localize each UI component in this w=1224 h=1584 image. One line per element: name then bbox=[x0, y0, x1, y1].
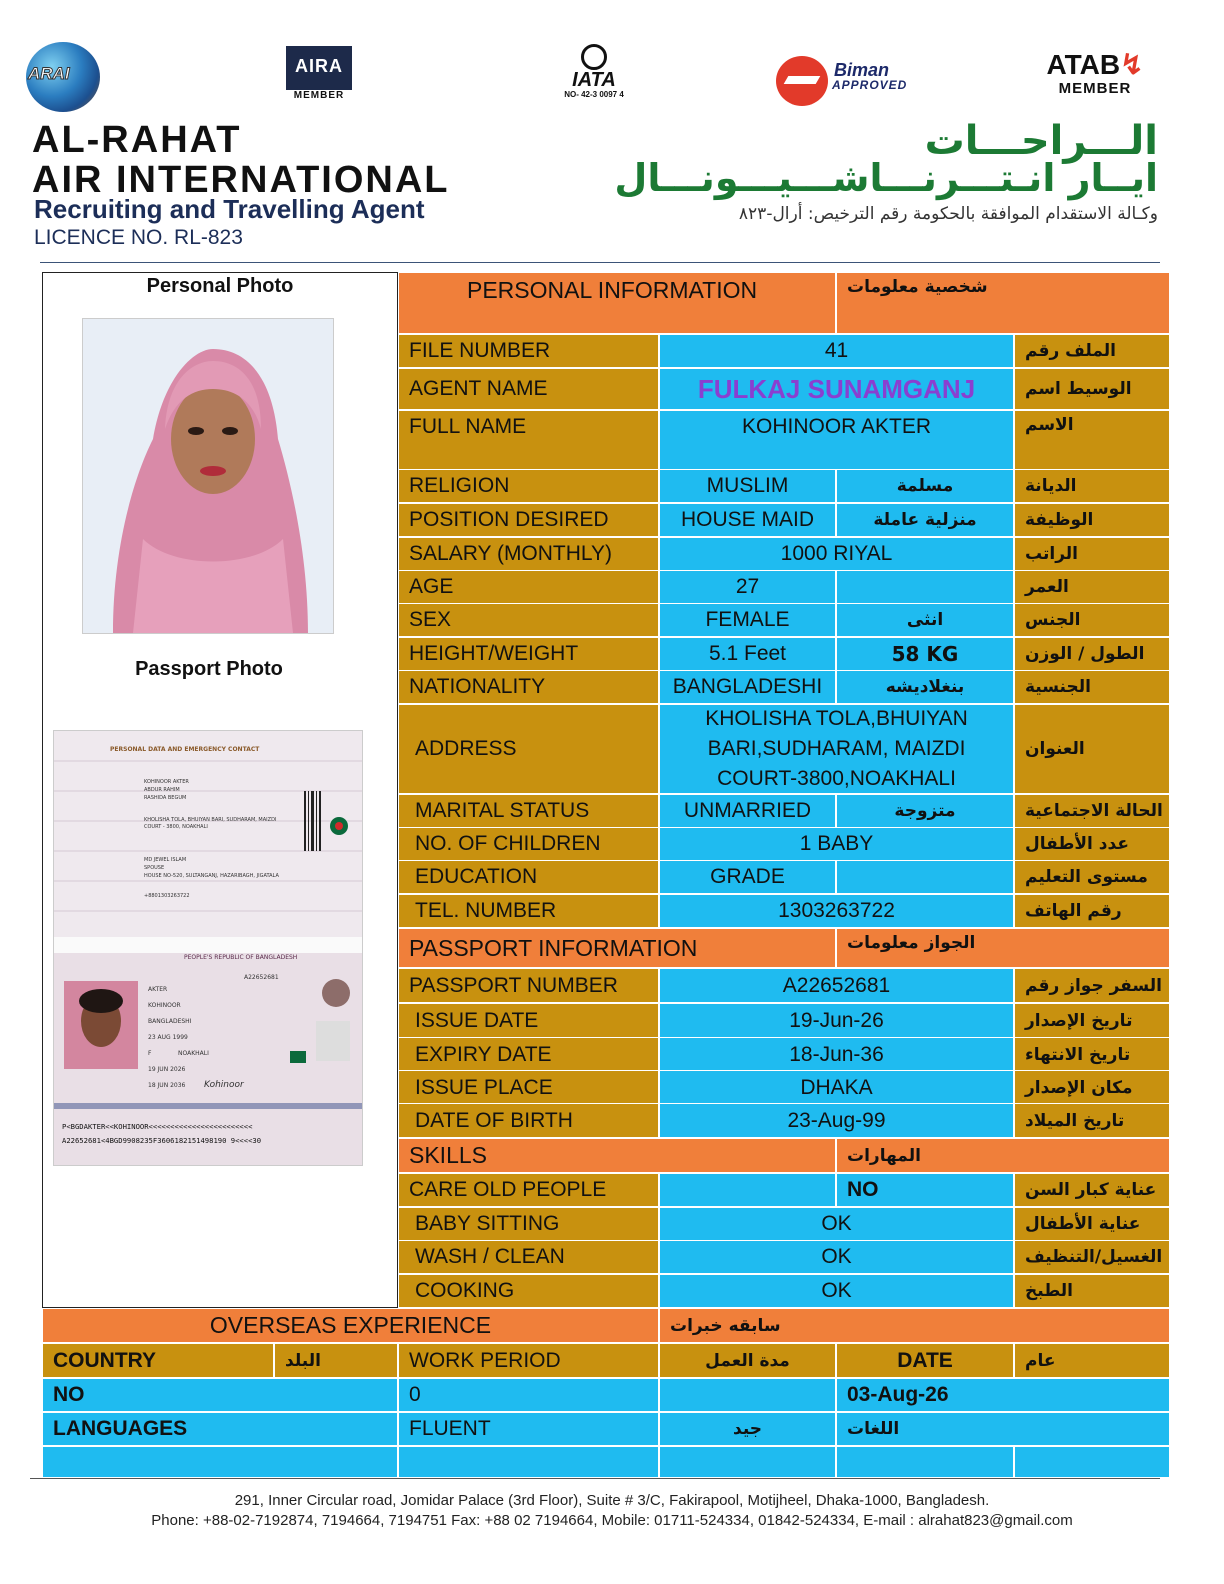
sex-value: FEMALE bbox=[659, 603, 836, 637]
expiry-date-value: 18-Jun-36 bbox=[659, 1037, 1014, 1072]
atab-logo bbox=[1030, 50, 1160, 106]
biman-name: Biman bbox=[834, 60, 890, 80]
date-of-birth-value: 23-Aug-99 bbox=[659, 1103, 1014, 1138]
company-subtitle: Recruiting and Travelling Agent bbox=[34, 194, 425, 224]
aira-logo-text: AIRA bbox=[295, 56, 343, 76]
issue-date-label: ISSUE DATE bbox=[398, 1003, 659, 1038]
position-desired-label-ar: الوظيفة bbox=[1014, 503, 1170, 537]
age-label: AGE bbox=[398, 570, 659, 604]
care-old-people-value-blank bbox=[659, 1173, 836, 1207]
globe-icon bbox=[581, 44, 607, 70]
svg-text:RASHIDA BEGUM: RASHIDA BEGUM bbox=[144, 795, 187, 801]
svg-text:KOHINOOR: KOHINOOR bbox=[148, 1002, 181, 1009]
languages-label: LANGUAGES bbox=[42, 1412, 398, 1446]
cooking-label: COOKING bbox=[398, 1274, 659, 1308]
position-desired-value-ar: منزلية عاملة bbox=[836, 503, 1014, 537]
tel-number-value: 1303263722 bbox=[659, 894, 1014, 928]
passport-info-title: PASSPORT INFORMATION bbox=[398, 928, 836, 968]
overseas-title-ar: سابقه خبرات bbox=[659, 1308, 1170, 1343]
svg-text:19 JUN 2026: 19 JUN 2026 bbox=[148, 1066, 186, 1073]
work-period-blank bbox=[659, 1378, 836, 1412]
footer-divider bbox=[30, 1478, 1160, 1479]
work-period-header-ar: مدة العمل bbox=[659, 1343, 836, 1378]
passport-photo-label: Passport Photo bbox=[135, 658, 283, 680]
agent-name-label-ar: الوسيط اسم bbox=[1014, 368, 1170, 410]
arabic-subtitle: وكـالة الاستقدام الموافقة بالحكومة رقم الترخيص: أرال-٨٢٣ bbox=[738, 204, 1158, 224]
passport-info-title-ar: الجواز معلومات bbox=[836, 928, 1170, 968]
education-label: EDUCATION bbox=[398, 860, 659, 894]
full-name-label-ar: الاسم bbox=[1014, 410, 1170, 470]
nationality-label-ar: الجنسية bbox=[1014, 670, 1170, 704]
salary-value: 1000 RIYAL bbox=[659, 537, 1014, 571]
svg-text:MD JEWEL ISLAM: MD JEWEL ISLAM bbox=[144, 857, 187, 863]
svg-text:18 JUN 2036: 18 JUN 2036 bbox=[148, 1082, 186, 1089]
svg-text:KHOLISHA TOLA, BHUIYAN BARI, S: KHOLISHA TOLA, BHUIYAN BARI, SUDHARAM, MAIZDI bbox=[144, 817, 277, 823]
care-old-people-label-ar: عناية كبار السن bbox=[1014, 1173, 1170, 1207]
svg-text:KOHINOOR AKTER: KOHINOOR AKTER bbox=[144, 779, 189, 785]
height-weight-label: HEIGHT/WEIGHT bbox=[398, 637, 659, 671]
religion-value-ar: مسلمة bbox=[836, 469, 1014, 503]
personal-info-title-ar: شخصية معلومات bbox=[836, 272, 1170, 334]
passport-mrz-line2: A22652681<4BGD9908235F3606182151498190 9<<<<30 bbox=[62, 1136, 262, 1145]
passport-number-label-ar: السفر جواز رقم bbox=[1014, 968, 1170, 1003]
date-value: 03-Aug-26 bbox=[836, 1378, 1170, 1412]
marital-status-value-ar: متزوجة bbox=[836, 794, 1014, 828]
blank-row-cell bbox=[42, 1446, 398, 1478]
arabic-company-name-1: الـــراحـــات bbox=[924, 118, 1158, 164]
sex-label: SEX bbox=[398, 603, 659, 637]
position-desired-value: HOUSE MAID bbox=[659, 503, 836, 537]
skills-title-ar: المهارات bbox=[836, 1138, 1170, 1173]
baby-sitting-label-ar: عناية الأطفال bbox=[1014, 1207, 1170, 1241]
height-weight-value: 5.1 Feet bbox=[659, 637, 836, 671]
blank-row-cell bbox=[1014, 1446, 1170, 1478]
footer-contact: Phone: +88-02-7192874, 7194664, 7194751 Fax: +88 02 7194664, Mobile: 01711-524334, 01842-524334, E-mail : alrahat823@gmail.com bbox=[151, 1512, 1073, 1529]
passport-section-title: PERSONAL DATA AND EMERGENCY CONTACT bbox=[110, 746, 260, 753]
date-header: DATE bbox=[836, 1343, 1014, 1378]
full-name-label: FULL NAME bbox=[398, 410, 659, 470]
file-number-label-ar: الملف رقم bbox=[1014, 334, 1170, 368]
personal-info-title: PERSONAL INFORMATION bbox=[398, 272, 836, 334]
date-of-birth-label-ar: تاريخ الميلاد bbox=[1014, 1103, 1170, 1138]
age-value-ar bbox=[836, 570, 1014, 604]
wash-clean-label: WASH / CLEAN bbox=[398, 1240, 659, 1274]
nationality-label: NATIONALITY bbox=[398, 670, 659, 704]
full-name-value: KOHINOOR AKTER bbox=[659, 410, 1014, 470]
svg-text:F: F bbox=[148, 1050, 152, 1057]
fluent-label: FLUENT bbox=[398, 1412, 659, 1446]
religion-value: MUSLIM bbox=[659, 469, 836, 503]
agent-name-label: AGENT NAME bbox=[398, 368, 659, 410]
svg-text:AKTER: AKTER bbox=[148, 986, 168, 993]
passport-country: PEOPLE'S REPUBLIC OF BANGLADESH bbox=[184, 954, 298, 961]
cooking-label-ar: الطبخ bbox=[1014, 1274, 1170, 1308]
personal-photo bbox=[82, 318, 334, 634]
tel-number-label-ar: رقم الهاتف bbox=[1014, 894, 1170, 928]
svg-text:NOAKHALI: NOAKHALI bbox=[178, 1050, 209, 1057]
atab-member-caption: MEMBER bbox=[1058, 80, 1132, 97]
nationality-value-ar: بنغلاديشه bbox=[836, 670, 1014, 704]
svg-text:Kohinoor: Kohinoor bbox=[204, 1080, 244, 1090]
wash-clean-value: OK bbox=[659, 1240, 1014, 1274]
skills-title: SKILLS bbox=[398, 1138, 836, 1173]
country-value: NO bbox=[42, 1378, 398, 1412]
company-name bbox=[32, 120, 450, 200]
atab-logo-text: ATAB bbox=[1046, 49, 1121, 80]
iata-number: NO- 42-3 0097 4 bbox=[564, 90, 624, 99]
care-old-people-value: NO bbox=[836, 1173, 1014, 1207]
blank-row-cell bbox=[659, 1446, 836, 1478]
baby-sitting-label: BABY SITTING bbox=[398, 1207, 659, 1241]
height-weight-label-ar: الطول / الوزن bbox=[1014, 637, 1170, 671]
marital-status-label-ar: الحالة الاجتماعية bbox=[1014, 794, 1170, 828]
svg-text:ABDUR RAHIM: ABDUR RAHIM bbox=[144, 787, 180, 793]
date-header-ar: عام bbox=[1014, 1343, 1170, 1378]
biman-approved: APPROVED bbox=[832, 78, 908, 92]
issue-place-label: ISSUE PLACE bbox=[398, 1070, 659, 1105]
marital-status-value: UNMARRIED bbox=[659, 794, 836, 828]
expiry-date-label: EXPIRY DATE bbox=[398, 1037, 659, 1072]
work-period-value: 0 bbox=[398, 1378, 659, 1412]
svg-text:SPOUSE: SPOUSE bbox=[144, 865, 165, 871]
header-divider bbox=[40, 262, 1160, 263]
company-name-line1: AL-RAHAT bbox=[32, 119, 242, 161]
iata-logo-text: IATA bbox=[572, 69, 616, 91]
aira-member-caption: MEMBER bbox=[293, 90, 345, 101]
svg-text:BANGLADESHI: BANGLADESHI bbox=[148, 1018, 192, 1025]
svg-text:HOUSE NO-520, SULTANGANJ, HAZA: HOUSE NO-520, SULTANGANJ, HAZARIBAGH, JIGATALA bbox=[144, 873, 279, 879]
fluent-label-ar: جيد bbox=[659, 1412, 836, 1446]
company-name-line2: AIR INTERNATIONAL bbox=[32, 159, 450, 201]
agent-name-value: FULKAJ SUNAMGANJ bbox=[659, 368, 1014, 410]
height-weight-value-ar: 58 KG bbox=[836, 637, 1014, 671]
biman-logo bbox=[776, 56, 926, 106]
marital-status-label: MARITAL STATUS bbox=[398, 794, 659, 828]
footer-address: 291, Inner Circular road, Jomidar Palace (3rd Floor), Suite # 3/C, Fakirapool, Motijheel, Dhaka-1000, Bangladesh. bbox=[234, 1492, 990, 1509]
nationality-value: BANGLADESHI bbox=[659, 670, 836, 704]
arabic-company-name-2: ايــار انـتـــرنـــاشـــيـــونـــال bbox=[614, 156, 1158, 200]
country-header: COUNTRY bbox=[42, 1343, 274, 1378]
address-label: ADDRESS bbox=[398, 704, 659, 794]
issue-place-label-ar: مكان الإصدار bbox=[1014, 1070, 1170, 1105]
no-of-children-label-ar: عدد الأطفال bbox=[1014, 827, 1170, 861]
work-period-header: WORK PERIOD bbox=[398, 1343, 659, 1378]
languages-label-ar: اللغات bbox=[836, 1412, 1170, 1446]
biman-emblem-icon bbox=[776, 56, 828, 106]
svg-text:23 AUG 1999: 23 AUG 1999 bbox=[148, 1034, 188, 1041]
atab-mark-icon: ↯ bbox=[1120, 49, 1144, 80]
file-number-value: 41 bbox=[659, 334, 1014, 368]
issue-place-value: DHAKA bbox=[659, 1070, 1014, 1105]
tel-number-label: TEL. NUMBER bbox=[398, 894, 659, 928]
no-of-children-value: 1 BABY bbox=[659, 827, 1014, 861]
blank-row-cell bbox=[836, 1446, 1014, 1478]
age-value: 27 bbox=[659, 570, 836, 604]
arai-logo bbox=[26, 42, 100, 112]
position-desired-label: POSITION DESIRED bbox=[398, 503, 659, 537]
svg-text:A22652681: A22652681 bbox=[244, 974, 279, 981]
licence-number: LICENCE NO. RL-823 bbox=[34, 226, 243, 249]
address-label-ar: العنوان bbox=[1014, 704, 1170, 794]
education-value: GRADE bbox=[659, 860, 836, 894]
country-header-ar: البلد bbox=[274, 1343, 398, 1378]
education-value-ar bbox=[836, 860, 1014, 894]
issue-date-value: 19-Jun-26 bbox=[659, 1003, 1014, 1038]
wash-clean-label-ar: الغسيل/التنظيف bbox=[1014, 1240, 1170, 1274]
passport-number-value: A22652681 bbox=[659, 968, 1014, 1003]
cooking-value: OK bbox=[659, 1274, 1014, 1308]
file-number-label: FILE NUMBER bbox=[398, 334, 659, 368]
passport-mrz-line1: P<BGDAKTER<<KOHINOOR<<<<<<<<<<<<<<<<<<<<<<<< bbox=[62, 1122, 253, 1131]
sex-value-ar: انثى bbox=[836, 603, 1014, 637]
education-label-ar: مستوى التعليم bbox=[1014, 860, 1170, 894]
age-label-ar: العمر bbox=[1014, 570, 1170, 604]
date-of-birth-label: DATE OF BIRTH bbox=[398, 1103, 659, 1138]
arai-logo-text: ARAI bbox=[28, 64, 70, 83]
care-old-people-label: CARE OLD PEOPLE bbox=[398, 1173, 659, 1207]
issue-date-label-ar: تاريخ الإصدار bbox=[1014, 1003, 1170, 1038]
personal-photo-label: Personal Photo bbox=[146, 275, 294, 297]
iata-logo bbox=[548, 44, 640, 106]
aira-logo bbox=[286, 46, 352, 102]
overseas-title: OVERSEAS EXPERIENCE bbox=[42, 1308, 659, 1343]
passport-number-label: PASSPORT NUMBER bbox=[398, 968, 659, 1003]
sex-label-ar: الجنس bbox=[1014, 603, 1170, 637]
svg-text:+8801303263722: +8801303263722 bbox=[144, 893, 190, 899]
baby-sitting-value: OK bbox=[659, 1207, 1014, 1241]
svg-text:COURT - 3800, NOAKHALI: COURT - 3800, NOAKHALI bbox=[144, 824, 208, 830]
salary-label-ar: الراتب bbox=[1014, 537, 1170, 571]
no-of-children-label: NO. OF CHILDREN bbox=[398, 827, 659, 861]
address-value: KHOLISHA TOLA,BHUIYAN BARI,SUDHARAM, MAIZDI COURT-3800,NOAKHALI bbox=[659, 704, 1014, 794]
passport-scan bbox=[53, 730, 363, 1166]
blank-row-cell bbox=[398, 1446, 659, 1478]
expiry-date-label-ar: تاريخ الانتهاء bbox=[1014, 1037, 1170, 1072]
religion-label-ar: الديانة bbox=[1014, 469, 1170, 503]
salary-label: SALARY (MONTHLY) bbox=[398, 537, 659, 571]
religion-label: RELIGION bbox=[398, 469, 659, 503]
